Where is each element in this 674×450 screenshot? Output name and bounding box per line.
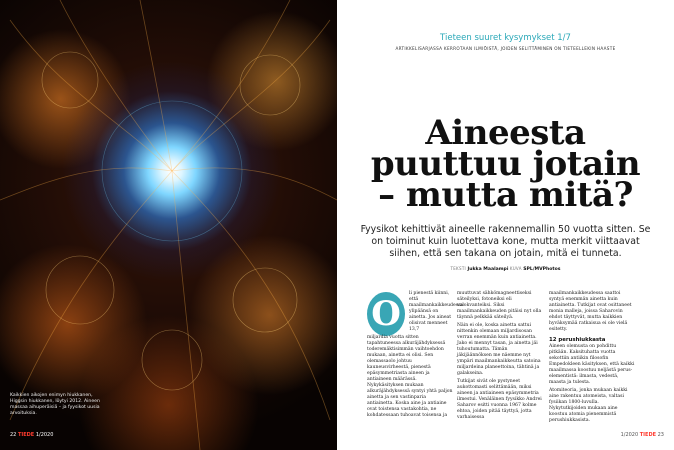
- body-paragraph: muuttuvat sähkömagneettiseksi säteilyksi, fotoneiksi eli valokvanteiksi. Siksi maailmankaikkeuden pitäisi nyt olla täynnä pelkkää säteilyä.: [457, 291, 542, 320]
- brand-logo: TIEDE: [17, 432, 35, 438]
- body-column-3: [549, 291, 635, 426]
- body-column-2: [457, 291, 543, 423]
- byline-text-label: TEKSTI: [450, 266, 467, 271]
- headline-line-2: puuttuu jotain: [370, 144, 641, 184]
- left-folio: [10, 432, 53, 438]
- lead-paragraph: Fyysikot kehittivät aineelle rakennemallin 50 vuotta sitten. Se on toiminut kuin luotettava kone, mutta merkit viittaavat siihen, että sen takana on jotain, mitä ei tunneta.: [360, 224, 651, 259]
- byline-photo-label: KUVA: [509, 266, 522, 271]
- photo-caption: Kaikkien aikojen enimyn hiukkanen, Higgsin hiukkanen, löytyi 2012. Aineen massaa aihuperäisiä – ja fyysikot uusia arvoituksia.: [10, 393, 100, 416]
- right-folio: [621, 432, 664, 438]
- body-paragraph: li pienestä kiinni, että maailmankaikkeudessa ylipäänsä on ainetta. Jos aineat olisivat menneet 13,7: [409, 291, 464, 332]
- issue-number: 1/2020: [620, 432, 639, 438]
- body-paragraph: Aineen olemusta on pohdittu pitkään. Kaksituhatta vuotta sekottiin antiikin filosofin Empedokleen käsityksen, että kaikki maailmassa koostuu neljästä peruselementistä: ilmasta, vedestä, maasta ja tulesta.: [549, 344, 635, 385]
- page-number: 23: [657, 432, 664, 438]
- section-subhead: 12 perushiukkasta: [549, 337, 606, 343]
- body-paragraph: Atomiteoria, jonka mukaan kaikki aine rakentuu atomeista, valtasi fysiikan 1800-luvulla. Nykytutkijoiden mukaan aine koostuu atomia pienemmistä perushiukkasista.: [549, 388, 628, 423]
- body-paragraph: Tutkijat sivät ole pystyneet aukottomasti selittämään, miksi aineen ja antiaineen epäsymmetria ilmestui. Venäläinen fyysikko Andrei Saharov esitti vuonna 1967 kolme ehtoa, joiden pitää täyttyä, jotta varhaisessa: [457, 379, 542, 420]
- headline-line-3: – mutta mitä?: [378, 175, 633, 215]
- body-paragraph: miljardia vuotta sitten tapahtuneessa alkuräjähdyksessä toderemäktisimmän vaihtoehdon mukaan, ainetta ei olisi. Sen olemassaolo johtuu kauneusvirheestä, pienestä epäsymmetriasta aineen ja antiaineen määrässä. Nykykäsityksen mukaan alkuräjähdyksessä syntyi yhtä paljon ainetta ja sen vastinparia antiainetta. Koska aine ja antiaine ovat toistensa vastakohtia, ne kohdatessaan tuhoavat toisensa ja: [367, 335, 453, 418]
- body-column-1: [367, 291, 464, 421]
- article-page: [337, 0, 674, 450]
- page-number: 22: [10, 432, 17, 438]
- series-deck: ARTIKKELISARJASSA KERROTAAN ILMIÖISTÄ, JOIDEN SELITTÄMINEN ON TIETEELLEKIN HAASTE: [395, 46, 616, 51]
- series-kicker: Tieteen suuret kysymykset 1/7: [440, 33, 571, 43]
- headline-line-1: Aineesta: [425, 113, 586, 153]
- body-paragraph: Näin ei ole, koska ainetta sattui nittenkin olemaan miljardisosan verran enemmän kuin antiainetta. Jako ei mennyt tasan, ja ainetta jäi tuhoutumatta. Tämän jäkijäännöksen me näemme nyt ympäri maailmankaikkeutta satoina miljardeina planeettoina, tähtinä ja galakseina.: [457, 323, 541, 376]
- issue-number: 1/2020: [35, 432, 54, 438]
- brand-logo: TIEDE: [639, 432, 657, 438]
- byline-author: Jukka Maalampi: [467, 267, 509, 272]
- body-paragraph: maailmankaikkeudessa saattoi syntyä enemmän ainetta kuin antiainetta. Tutkijat ovat osittaneet monia malleja, joissa Saharovin ehdot täyttyvät, mutta kaikkien hyväksymää ratkaisua ei ole vielä esitetty.: [549, 291, 632, 332]
- byline-photo-credit: SPL/MVPhotos: [523, 267, 561, 272]
- drop-cap: O: [367, 292, 405, 336]
- byline: [337, 266, 674, 272]
- headline: [337, 113, 674, 215]
